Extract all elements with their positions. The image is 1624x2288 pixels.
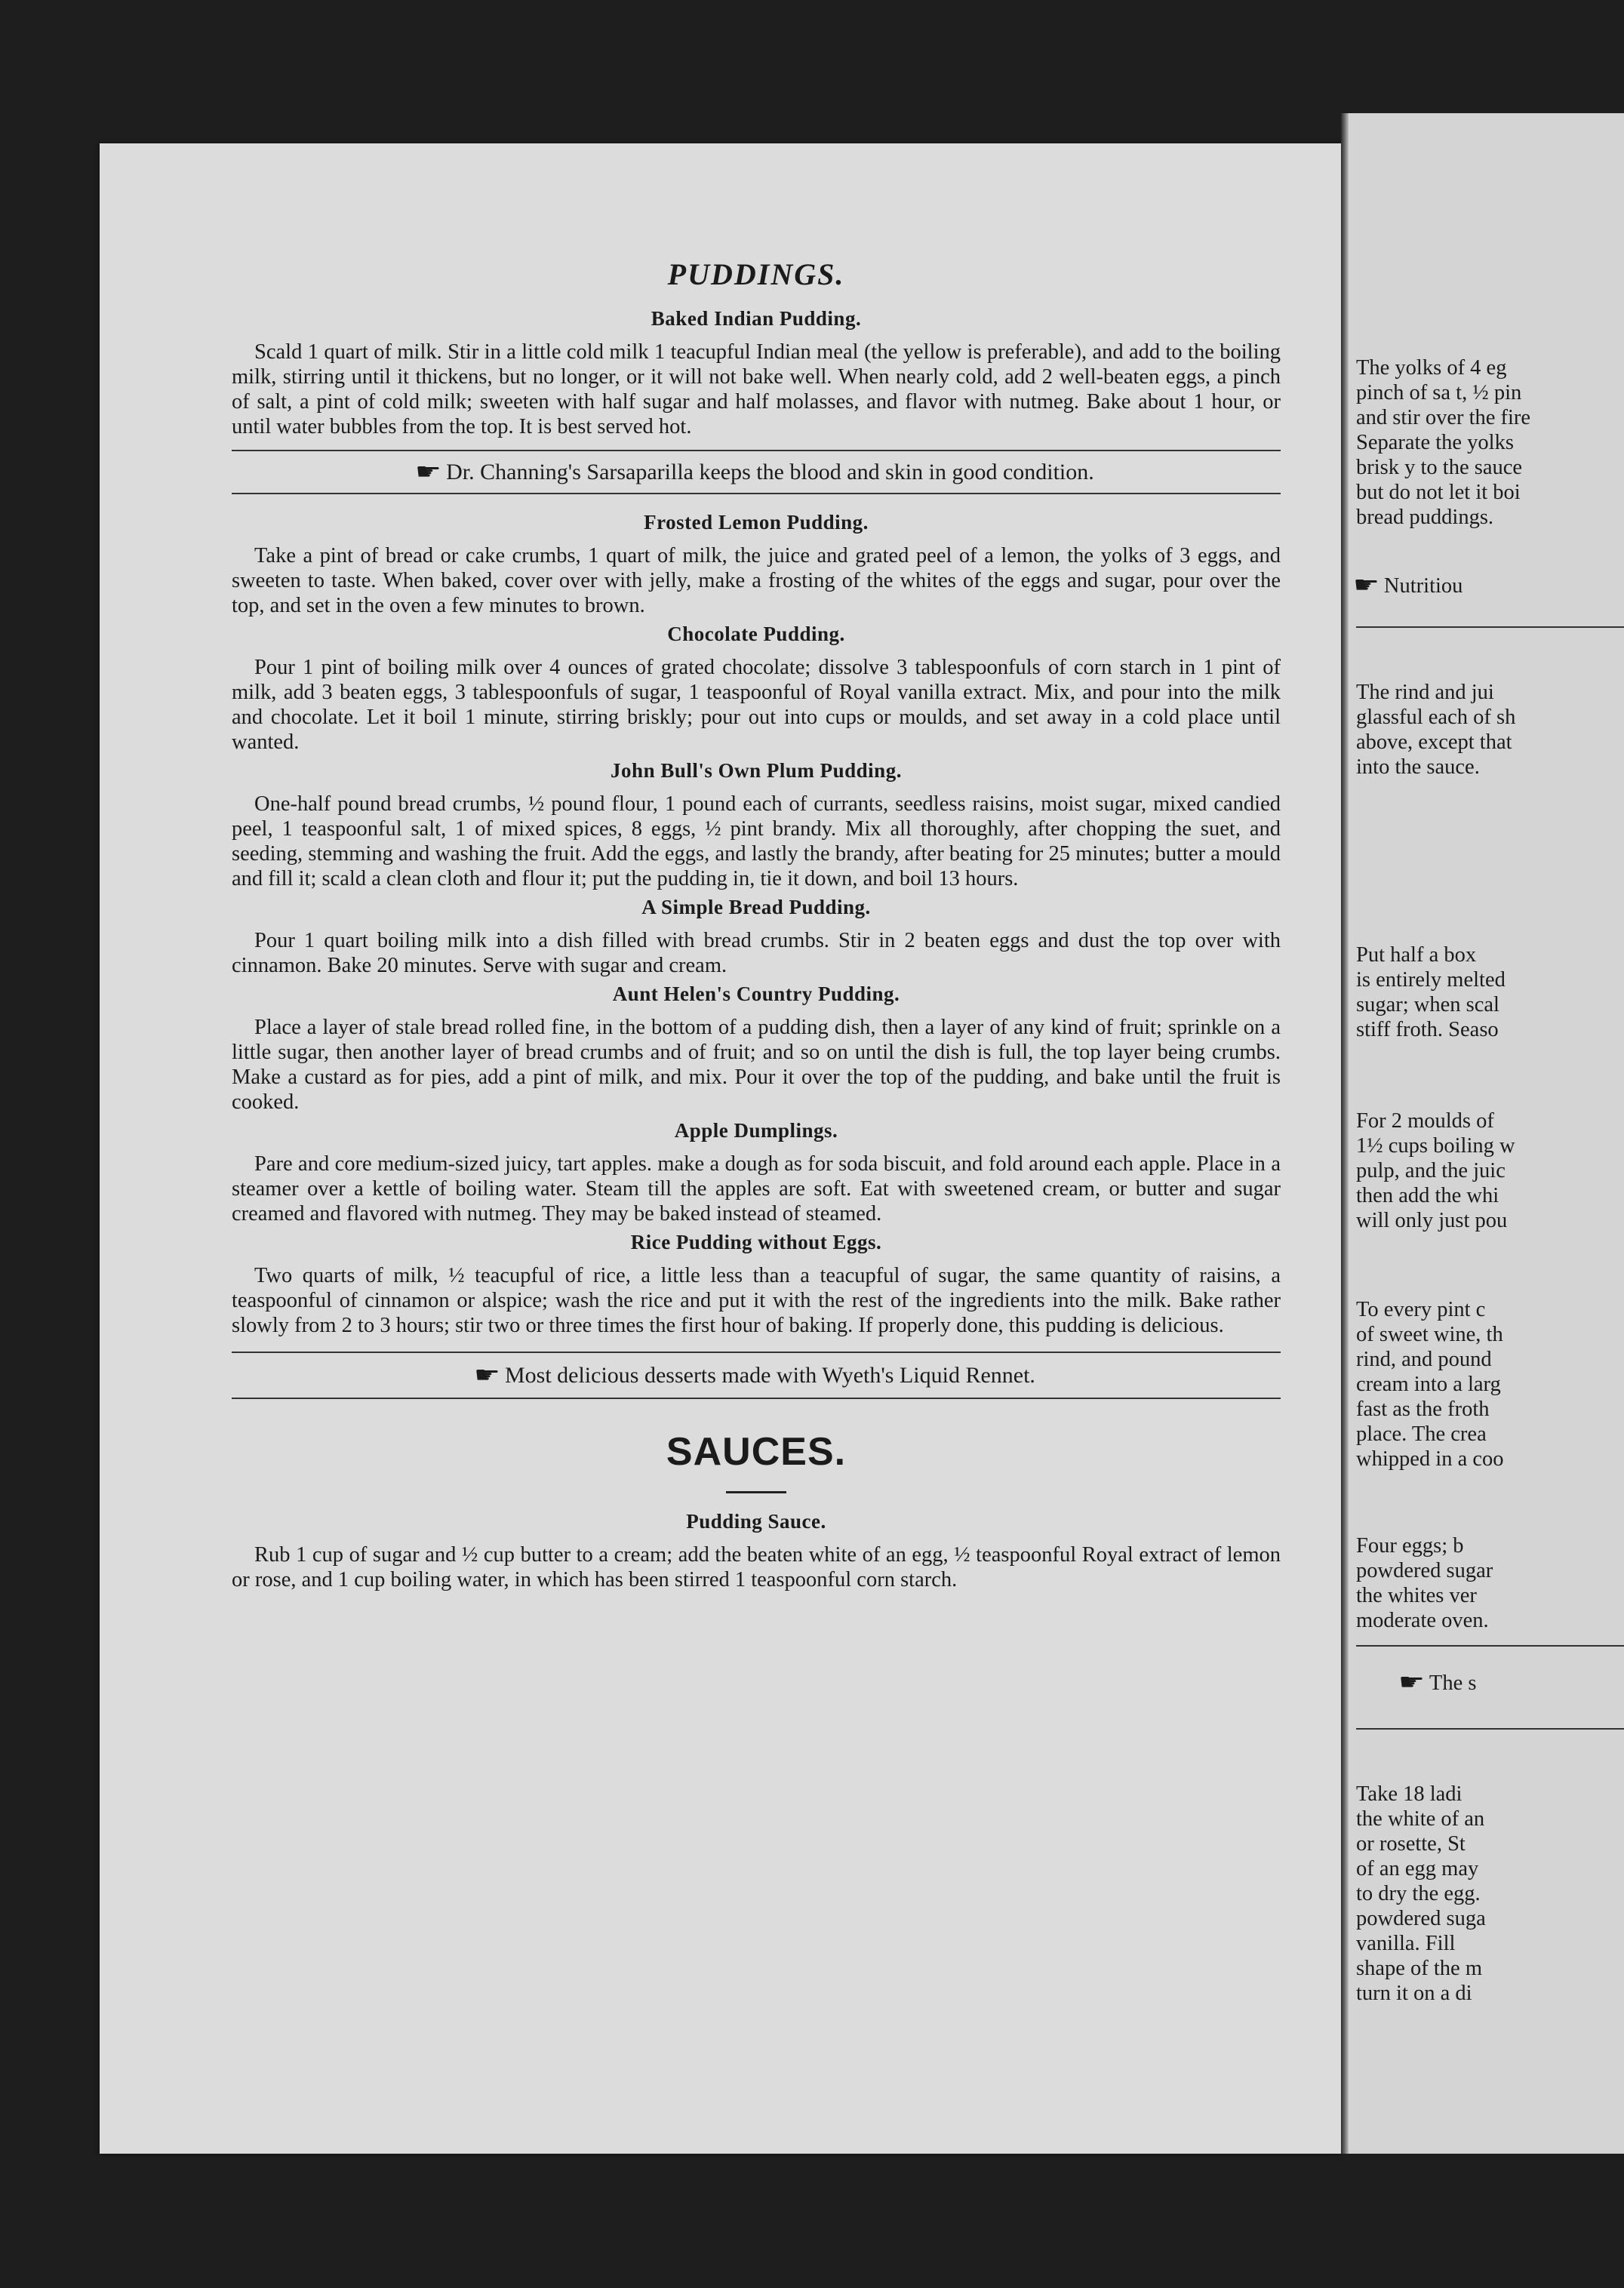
text-fragment: Take 18 ladi xyxy=(1356,1782,1463,1806)
divider xyxy=(1356,626,1624,628)
text-fragment: For 2 moulds of xyxy=(1356,1109,1494,1133)
recipe-text: Two quarts of milk, ½ teacupful of rice, a little less than a teacupful of sugar, the same quantity of raisins, a teaspoonful of cinnamon or alspice; wash the rice and put it with the rest of the ingredients into the milk. Bake rather slowly from 2 to 3 hours; stir two or three times the first hour of baking. If properly done, this pudding is delicious. xyxy=(232,1264,1281,1337)
pointing-hand-icon: ☛ xyxy=(1352,573,1379,598)
text-fragment: Four eggs; b xyxy=(1356,1534,1464,1558)
pointing-hand-icon: ☛ xyxy=(474,1363,501,1388)
text-fragment: Separate the yolks xyxy=(1356,431,1514,454)
text-fragment: stiff froth. Seaso xyxy=(1356,1018,1499,1041)
advertisement-text: Dr. Channing's Sarsaparilla keeps the blood and skin in good condition. xyxy=(446,460,1094,484)
page-title: PUDDINGS. xyxy=(667,257,845,291)
divider xyxy=(1356,1728,1624,1730)
text-fragment: the white of an xyxy=(1356,1807,1485,1831)
text-fragment: above, except that xyxy=(1356,730,1512,754)
pointing-hand-icon: ☛ xyxy=(1398,1670,1425,1695)
pointing-hand-icon: ☛ xyxy=(415,460,442,484)
recipe-title: Frosted Lemon Pudding. xyxy=(644,511,869,534)
text-fragment: powdered sugar xyxy=(1356,1559,1493,1582)
text-fragment: glassful each of sh xyxy=(1356,706,1516,729)
advertisement xyxy=(232,459,1281,485)
advertisement-text: The s xyxy=(1429,1671,1477,1695)
recipe-text: Pare and core medium-sized juicy, tart apples. make a dough as for soda biscuit, and fold around each apple. Place in a steamer over a kettle of boiling water. Steam till the apples are soft. Eat with sweetened cream, or butter and sugar creamed and flavored with nutmeg. They may be baked instead of steamed. xyxy=(232,1152,1281,1225)
text-fragment: or rosette, St xyxy=(1356,1832,1466,1856)
text-fragment: 1½ cups boiling w xyxy=(1356,1134,1515,1158)
advertisement xyxy=(1352,572,1463,598)
recipe-title: A Simple Bread Pudding. xyxy=(641,896,871,918)
recipe-title: Pudding Sauce. xyxy=(686,1510,826,1533)
recipe-text: Take a pint of bread or cake crumbs, 1 quart of milk, the juice and grated peel of a lemon, the yolks of 3 eggs, and sweeten to taste. When baked, cover over with jelly, make a frosting of the whites of the eggs and sugar, pour over the top, and set in the oven a few minutes to brown. xyxy=(232,544,1281,617)
recipe-title: Baked Indian Pudding. xyxy=(651,307,862,330)
text-fragment: sugar; when scal xyxy=(1356,993,1499,1016)
text-fragment: but do not let it boi xyxy=(1356,481,1521,504)
text-fragment: Put half a box xyxy=(1356,943,1477,967)
text-fragment: fast as the froth xyxy=(1356,1398,1490,1421)
puddings-column xyxy=(232,257,1281,1592)
recipe-text: Place a layer of stale bread rolled fine, in the bottom of a pudding dish, then a layer of any kind of fruit; sprinkle on a little sugar, then another layer of bread crumbs and of fruit; and so on until the dish is full, the top layer being crumbs. Make a custard as for pies, add a pint of milk, and mix. Pour it over the top of the pudding, and bake until the fruit is cooked. xyxy=(232,1016,1281,1114)
text-fragment: powdered suga xyxy=(1356,1907,1486,1930)
recipe-text: Pour 1 quart boiling milk into a dish filled with bread crumbs. Stir in 2 beaten eggs and dust the top over with cinnamon. Bake 20 minutes. Serve with sugar and cream. xyxy=(232,929,1281,977)
recipe-text: One-half pound bread crumbs, ½ pound flour, 1 pound each of currants, seedless raisins, moist sugar, mixed candied peel, 1 teaspoonful salt, 1 of mixed spices, 8 eggs, ½ pint brandy. Mix all thoroughly, after chopping the suet, and seeding, stemming and washing the fruit. Add the eggs, and lastly the brandy, after beating for 25 minutes; butter a mould and fill it; scald a clean cloth and flour it; put the pudding in, tie it down, and boil 13 hours. xyxy=(232,792,1281,890)
text-fragment: and stir over the fire xyxy=(1356,406,1531,429)
text-fragment: The rind and jui xyxy=(1356,681,1494,704)
text-fragment: whipped in a coo xyxy=(1356,1447,1504,1471)
text-fragment: vanilla. Fill xyxy=(1356,1932,1456,1955)
advertisement xyxy=(232,1362,1281,1388)
text-fragment: pinch of sa t, ½ pin xyxy=(1356,381,1522,404)
advertisement xyxy=(1398,1669,1477,1696)
text-fragment: brisk y to the sauce xyxy=(1356,456,1523,479)
divider xyxy=(1356,1645,1624,1647)
recipe-title: Apple Dumplings. xyxy=(674,1119,838,1142)
recipe-text: Pour 1 pint of boiling milk over 4 ounces of grated chocolate; dissolve 3 tablespoonfuls of corn starch in 1 pint of milk, add 3 beaten eggs, 3 tablespoonfuls of sugar, 1 teaspoonful of Royal vanilla extract. Mix, and pour into the milk and chocolate. Let it boil 1 minute, stirring briskly; pour out into cups or moulds, and set away in a cold place until wanted. xyxy=(232,656,1281,754)
right-page xyxy=(1341,113,1624,2154)
text-fragment: To every pint c xyxy=(1356,1298,1486,1321)
text-fragment: cream into a larg xyxy=(1356,1373,1501,1396)
text-fragment: turn it on a di xyxy=(1356,1982,1472,2005)
text-fragment: rind, and pound xyxy=(1356,1348,1492,1371)
text-fragment: The yolks of 4 eg xyxy=(1356,356,1507,380)
text-fragment: is entirely melted xyxy=(1356,968,1506,992)
text-fragment: of an egg may xyxy=(1356,1857,1479,1881)
text-fragment: bread puddings. xyxy=(1356,506,1494,529)
recipe-title: Chocolate Pudding. xyxy=(667,623,845,645)
left-page xyxy=(100,143,1341,2154)
recipe-text: Rub 1 cup of sugar and ½ cup butter to a cream; add the beaten white of an egg, ½ teaspoonful Royal extract of lemon or rose, and 1 cup boiling water, in which has been stirred 1 teaspoonful corn starch. xyxy=(232,1543,1281,1591)
text-fragment: shape of the m xyxy=(1356,1957,1482,1980)
page-gutter xyxy=(1341,113,1349,2154)
text-fragment: will only just pou xyxy=(1356,1209,1508,1232)
recipe-title: John Bull's Own Plum Pudding. xyxy=(611,759,902,782)
text-fragment: place. The crea xyxy=(1356,1422,1487,1446)
recipe-title: Aunt Helen's Country Pudding. xyxy=(612,983,900,1005)
text-fragment: into the sauce. xyxy=(1356,755,1480,779)
text-fragment: moderate oven. xyxy=(1356,1609,1489,1632)
advertisement-text: Nutritiou xyxy=(1383,574,1463,598)
advertisement-text: Most delicious desserts made with Wyeth's Liquid Rennet. xyxy=(504,1363,1035,1388)
text-fragment: to dry the egg. xyxy=(1356,1882,1481,1905)
text-fragment: the whites ver xyxy=(1356,1584,1477,1607)
sauces-heading: SAUCES. xyxy=(666,1430,847,1474)
text-fragment: pulp, and the juic xyxy=(1356,1159,1506,1182)
text-fragment: of sweet wine, th xyxy=(1356,1323,1503,1346)
text-fragment: then add the whi xyxy=(1356,1184,1499,1207)
recipe-text: Scald 1 quart of milk. Stir in a little cold milk 1 teacupful Indian meal (the yellow is preferable), and add to the boiling milk, stirring until it thickens, but no longer, or it will not bake well. When nearly cold, add 2 well-beaten eggs, a pinch of salt, a pint of cold milk; sweeten with half sugar and half molasses, and flavor with nutmeg. Bake about 1 hour, or until water bubbles from the top. It is best served hot. xyxy=(232,340,1281,438)
recipe-title: Rice Pudding without Eggs. xyxy=(630,1231,882,1253)
